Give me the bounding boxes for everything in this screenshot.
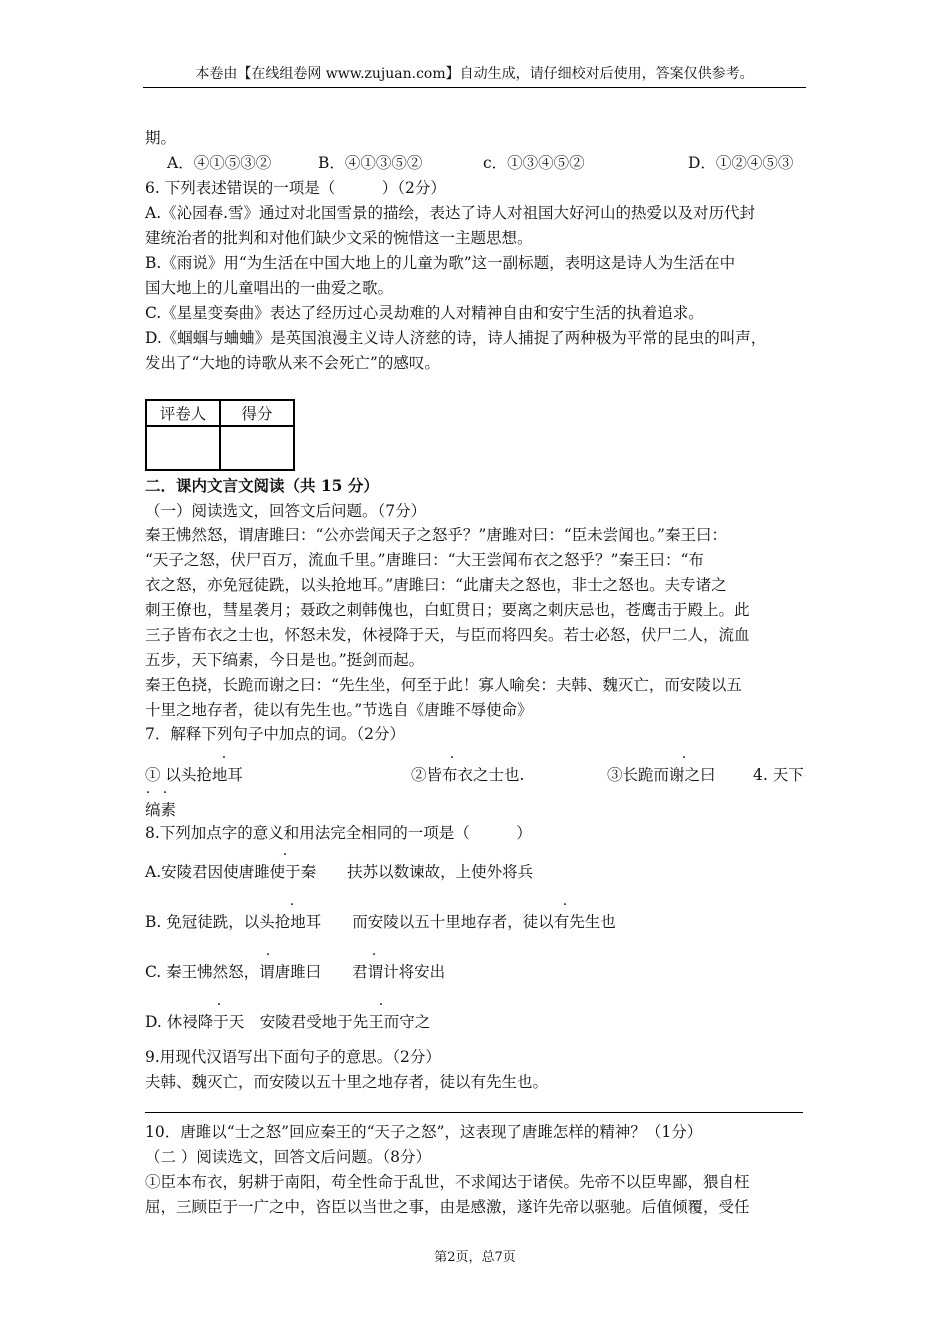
header-rule [143,87,806,88]
passage2-line1: ①臣本布衣，躬耕于南阳，苟全性命于乱世，不求闻达于诸侯。先帝不以臣卑鄙，猥自枉 [145,1173,750,1191]
q6-option-d-line2: 发出了“大地的诗歌从来不会死亡”的感叹。 [145,354,440,372]
score-header: 得分 [220,400,294,426]
q6-option-d-line1: D.《蝈蝈与蛐蛐》是英国浪漫主义诗人济慈的诗，诗人捕捉了两种极为平常的昆虫的叫声， [145,329,767,347]
q6-option-b-line2: 国大地上的儿童唱出的一曲爱之歌。 [145,279,394,297]
passage1-line6: 五步，天下缟素，今日是也。”挺剑而起。 [145,651,425,669]
q7-item-3: ③长跪而谢之曰 [607,766,716,784]
passage1-line4: 刺王僚也，彗星袭月；聂政之刺韩傀也，白虹贯日；要离之刺庆忌也，苍鹰击于殿上。此 [145,601,750,619]
answer-line[interactable] [145,1112,803,1113]
q8-option-b: B. 免冠徒跣，以头抢地耳 而安陵以五十里地存者，徒以有先生也 [145,913,616,931]
q8-stem: 8.下列加点字的意义和用法完全相同的一项是（ ） [145,824,532,842]
q6-option-a-line2: 建统治者的批判和对他们缺少文采的惋惜这一主题思想。 [145,229,533,247]
q6-option-c: C.《星星变奏曲》表达了经历过心灵劫难的人对精神自由和安宁生活的执着追求。 [145,304,704,322]
q6-option-b-line1: B.《雨说》用“为生活在中国大地上的儿童为歌”这一副标题，表明这是诗人为生活在中 [145,254,736,272]
q7-items [145,764,807,786]
passage1-line7: 秦王色挠，长跪而谢之曰：“先生坐，何至于此！寡人喻矣：夫韩、魏灭亡，而安陵以五 [145,676,742,694]
sub2-title: （二 ）阅读选文，回答文后问题。（8分） [145,1148,432,1166]
q7-item-4-cont: 缟素 [145,801,177,819]
q5-option-d: D．①②④⑤③ [688,154,794,172]
grader-cell[interactable] [146,426,220,470]
passage1-line1: 秦王怫然怒，谓唐雎曰：“公亦尝闻天子之怒乎？”唐雎对曰：“臣未尝闻也。”秦王曰： [145,526,727,544]
q7-item-4: 4. 天下 [753,766,804,784]
q5-option-a: A．④①⑤③② [167,154,272,172]
passage1-line2: “天子之怒，伏尸百万，流血千里。”唐雎曰：“大王尝闻布衣之怒乎？”秦王曰：“布 [145,551,704,569]
q9-stem: 9.用现代汉语写出下面句子的意思。（2分） [145,1048,441,1066]
grader-header: 评卷人 [146,400,220,426]
q7-item-1: ① 以头抢地耳 [145,766,243,784]
passage1-line3: 衣之怒，亦免冠徒跣，以头抢地耳。”唐雎曰：“此庸夫之怒也，非士之怒也。夫专诸之 [145,576,727,594]
section2-sub1: （一）阅读选文，回答文后问题。（7分） [145,502,427,520]
q8-option-d: D. 休祲降于天 安陵君受地于先王而守之 [145,1013,431,1031]
section2-title: 二．课内文言文阅读（共 15 分） [145,476,379,495]
q5-option-c: c．①③④⑤② [483,154,585,172]
q5-tail: 期。 [145,129,177,147]
q5-options [145,152,807,174]
q5-option-b: B．④①③⑤② [318,154,423,172]
q7-stem: 7．解释下列句子中加点的词。（2分） [145,725,405,743]
passage2-line2: 屈，三顾臣于一广之中，咨臣以当世之事，由是感激，遂许先帝以驱驰。后值倾覆，受任 [145,1198,750,1216]
q7-item-2: ②皆布衣之士也. [411,766,525,784]
q10-stem: 10．唐雎以“士之怒”回应秦王的“天子之怒”，这表现了唐雎怎样的精神？（1分） [145,1123,703,1141]
q8-option-c: C. 秦王怫然怒，谓唐雎曰 君谓计将安出 [145,963,446,981]
passage1-line5: 三子皆布衣之士也，怀怒未发，休祲降于天，与臣而将四矣。若士必怒，伏尸二人，流血 [145,626,750,644]
page-header: 本卷由【在线组卷网 www.zujuan.com】自动生成，请仔细校对后使用，答案仅供参考。 [195,66,754,82]
q6-option-a-line1: A.《沁园春.雪》通过对北国雪景的描绘，表达了诗人对祖国大好河山的热爱以及对历代封 [145,204,756,222]
score-table [145,399,295,471]
page-footer: 第2页，总7页 [434,1250,516,1265]
score-cell[interactable] [220,426,294,470]
passage1-line8: 十里之地存者，徒以有先生也。”节选自《唐雎不辱使命》 [145,701,533,719]
q9-sentence: 夫韩、魏灭亡，而安陵以五十里之地存者，徒以有先生也。 [145,1073,549,1091]
q6-stem: 6. 下列表述错误的一项是（ ）（2分） [145,179,446,197]
q8-option-a: A.安陵君因使唐雎使于秦 扶苏以数谏故，上使外将兵 [145,863,534,881]
